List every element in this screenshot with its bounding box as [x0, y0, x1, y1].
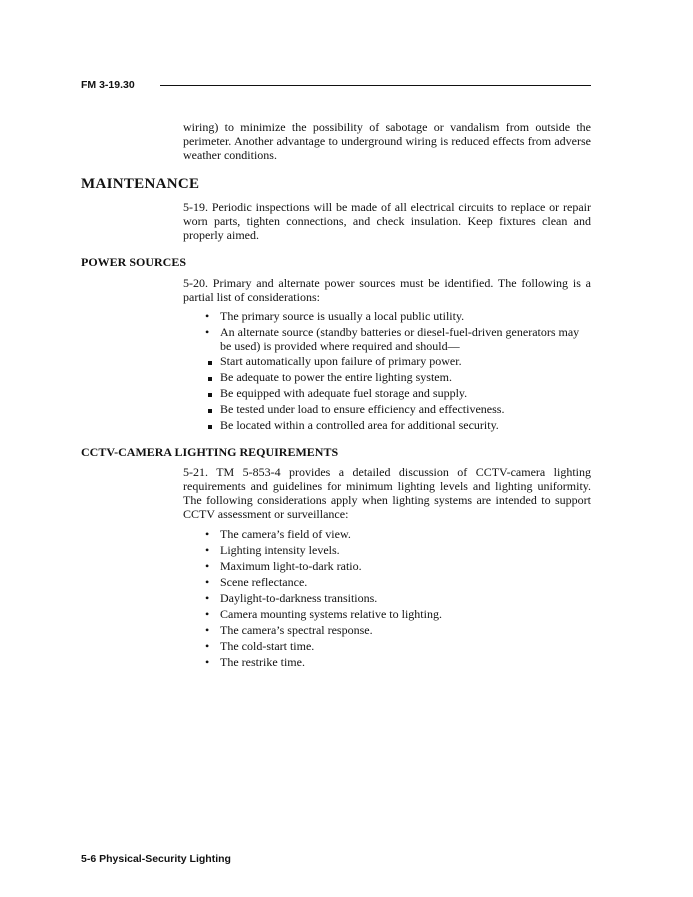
list-item	[205, 639, 591, 653]
sub-list-item-text: Be equipped with adequate fuel storage and supply.	[220, 386, 468, 400]
paragraph-5-21: 5-21. TM 5-853-4 provides a detailed discussion of CCTV-camera lighting requirements and guidelines for minimum lighting levels and lighting uniformity. The following considerations apply when lighting systems are intended to support CCTV assessment or surveillance:	[183, 465, 591, 521]
list-item-text: Camera mounting systems relative to lighting.	[220, 607, 442, 621]
list-item	[205, 527, 591, 541]
paragraph-5-20: 5-20. Primary and alternate power sources must be identified. The following is a partial list of considerations:	[183, 276, 591, 304]
list-item	[205, 591, 591, 605]
power-sources-list	[205, 309, 591, 434]
list-item	[205, 543, 591, 557]
section-heading-cctv: CCTV-CAMERA LIGHTING REQUIREMENTS	[81, 445, 339, 459]
list-item-text: The camera’s spectral response.	[220, 623, 373, 637]
sub-list-item-text: Be located within a controlled area for additional security.	[220, 418, 499, 432]
list-item-text: The camera’s field of view.	[220, 527, 351, 541]
sub-list-item-text: Start automatically upon failure of primary power.	[220, 354, 462, 368]
list-item-text: Daylight-to-darkness transitions.	[220, 591, 378, 605]
list-item-text: Lighting intensity levels.	[220, 543, 340, 557]
sub-list-item-text: Be adequate to power the entire lighting system.	[220, 370, 452, 384]
sub-list-item	[205, 386, 591, 400]
sub-list-item	[205, 402, 591, 416]
paragraph-5-19: 5-19. Periodic inspections will be made of all electrical circuits to replace or repair worn parts, tighten connections, and check insulation. Keep fixtures clean and properly aimed.	[183, 200, 591, 242]
list-item-text: Scene reflectance.	[220, 575, 308, 589]
list-item-text: An alternate source (standby batteries or diesel-fuel-driven generators may be used) is provided where required and should—	[220, 325, 580, 353]
running-header: FM 3-19.30	[81, 79, 135, 91]
list-item-text: The primary source is usually a local public utility.	[220, 309, 465, 323]
intro-paragraph: wiring) to minimize the possibility of sabotage or vandalism from outside the perimeter. Another advantage to underground wiring is reduced effects from adverse weather conditions.	[183, 120, 591, 162]
sub-list-item	[205, 418, 591, 432]
list-item	[205, 325, 591, 432]
list-item-text: Maximum light-to-dark ratio.	[220, 559, 362, 573]
list-item-text: The restrike time.	[220, 655, 305, 669]
list-item	[205, 607, 591, 621]
section-heading-power-sources: POWER SOURCES	[81, 255, 187, 269]
alternate-source-sublist	[205, 354, 591, 432]
sub-list-item	[205, 370, 591, 384]
list-item	[205, 575, 591, 589]
list-item	[205, 623, 591, 637]
list-item	[205, 309, 591, 323]
page-footer: 5-6 Physical-Security Lighting	[81, 853, 231, 865]
header-rule	[160, 85, 591, 86]
cctv-considerations-list	[205, 527, 591, 671]
section-heading-maintenance: MAINTENANCE	[81, 176, 200, 192]
sub-list-item-text: Be tested under load to ensure efficiency and effectiveness.	[220, 402, 505, 416]
sub-list-item	[205, 354, 591, 368]
list-item	[205, 559, 591, 573]
list-item	[205, 655, 591, 669]
list-item-text: The cold-start time.	[220, 639, 315, 653]
